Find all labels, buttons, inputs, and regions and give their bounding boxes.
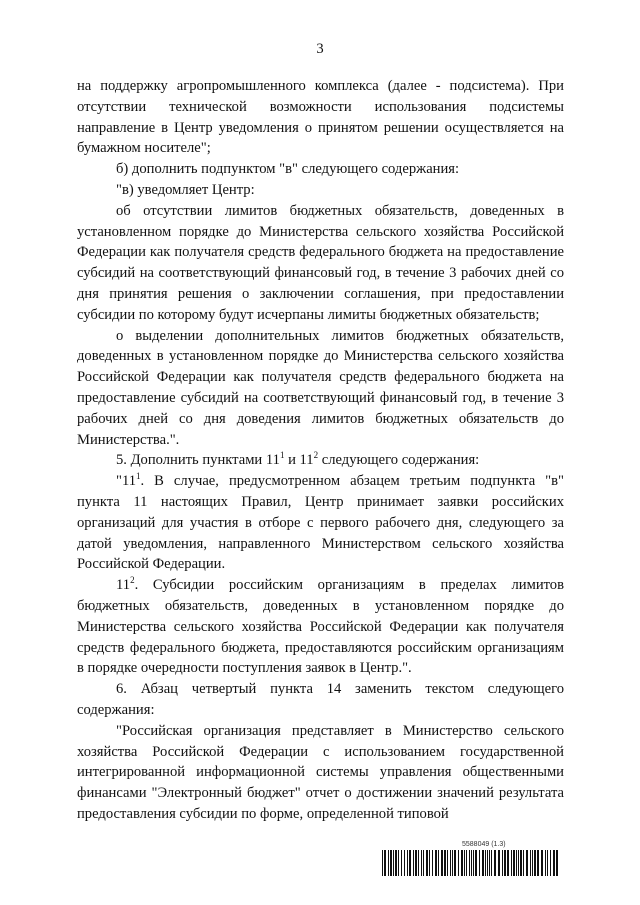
barcode-bar (398, 850, 399, 876)
barcode-bar (426, 850, 428, 876)
barcode-bar (534, 850, 536, 876)
barcode-bar (418, 850, 419, 876)
paragraph-6-text-b: и 11 (284, 452, 314, 469)
barcode-bar (384, 850, 386, 876)
barcode-bar (556, 850, 558, 876)
superscript-2: 2 (130, 575, 135, 586)
barcode-bar (438, 850, 439, 876)
barcode-bar (504, 850, 506, 876)
barcode-bar (404, 850, 405, 876)
paragraph-4: об отсутствии лимитов бюджетных обязательств, доведенных в установленном порядке до Министерства сельского хозяйства Российской Федерации как получателя средств федерального бюджета на предоставление субсидий на соответствующий финансовый год, в течение 3 рабочих дней со дня принятия решения о заключении соглашения, при предоставлении субсидии по которому будут исчерпаны лимиты бюджетных обязательств; (77, 202, 564, 323)
barcode-bar (553, 850, 555, 876)
barcode (382, 850, 562, 876)
barcode-bar (473, 850, 474, 876)
barcode-bar (550, 850, 551, 876)
barcode-bar (454, 850, 456, 876)
barcode-bar (450, 850, 451, 876)
document-code: 5588049 (1.3) (462, 841, 506, 848)
barcode-bar (511, 850, 512, 876)
barcode-bar (471, 850, 472, 876)
barcode-bar (415, 850, 417, 876)
barcode-bar (423, 850, 424, 876)
barcode-bar (444, 850, 446, 876)
barcode-bar (518, 850, 519, 876)
paragraph-1: на поддержку агропромышленного комплекса (далее - подсистема). При отсутствии технической возможности использования подсистемы направление в Центр уведомления о принятом решении осуществляется на бумажном носителе"; (77, 78, 564, 157)
paragraph-2: б) дополнить подпунктом "в" следующего содержания: (116, 161, 460, 178)
barcode-bar (382, 850, 383, 876)
superscript-2: 2 (313, 450, 319, 461)
barcode-bar (395, 850, 397, 876)
barcode-bar (547, 850, 548, 876)
barcode-bar (523, 850, 524, 876)
barcode-bar (421, 850, 422, 876)
barcode-bar (413, 850, 414, 876)
barcode-bar (498, 850, 500, 876)
barcode-bar (489, 850, 490, 876)
barcode-bar (530, 850, 531, 876)
barcode-bar (466, 850, 467, 876)
paragraph-6 (77, 450, 564, 471)
barcode-bar (407, 850, 408, 876)
barcode-bar (526, 850, 528, 876)
barcode-bar (507, 850, 509, 876)
barcode-bar (475, 850, 477, 876)
barcode-bar (388, 850, 389, 876)
paragraph-7 (77, 471, 564, 575)
barcode-bar (409, 850, 411, 876)
paragraph-5: о выделении дополнительных лимитов бюджетных обязательств, доведенных в установленном порядке до Министерства сельского хозяйства Российской Федерации как получателя средств федерального бюджета на предоставление субсидий на соответствующий финансовый год, в течение 3 рабочих дней со дня доведения лимитов бюджетных обязательств до Министерства.". (77, 327, 564, 448)
barcode-bar (432, 850, 433, 876)
barcode-bar (502, 850, 503, 876)
barcode-bar (401, 850, 402, 876)
paragraph-7-text-b: . В случае, предусмотренном абзацем третьим подпункта "в" пункта 11 настоящих Правил, Центр принимает заявки российских организаций для участия в отборе с первого рабочего дня, следующего за датой уведомления, направленного Министерством сельского хозяйства Российской Федерации. (77, 473, 564, 573)
barcode-bar (491, 850, 492, 876)
paragraph-8-text-a: 11 (116, 577, 131, 594)
barcode-bar (452, 850, 453, 876)
barcode-bar (482, 850, 484, 876)
barcode-bar (532, 850, 533, 876)
barcode-bar (469, 850, 470, 876)
superscript-1: 1 (136, 471, 141, 482)
paragraph-6-text-a: 5. Дополнить пунктами 11 (116, 452, 280, 469)
paragraph-10: "Российская организация представляет в Министерство сельского хозяйства Российской Федерации с использованием государственной интегрированной информационной системы управления общественными финансами "Электронный бюджет" отчет о достижении значений результата предоставления субсидии по форме, определенной типовой (77, 722, 564, 822)
barcode-bar (545, 850, 546, 876)
barcode-bar (520, 850, 522, 876)
barcode-bar (479, 850, 480, 876)
paragraph-8 (77, 575, 564, 679)
barcode-bar (537, 850, 539, 876)
barcode-bar (461, 850, 463, 876)
paragraph-3: "в) уведомляет Центр: (116, 181, 255, 198)
paragraph-6-text-c: следующего содержания: (318, 452, 480, 469)
paragraph-8-text-b: . Субсидии российским организациям в пределах лимитов бюджетных обязательств, доведенных в установленном порядке до Министерства сельского хозяйства Российской Федерации как получателя средств федерального бюджета, предоставляются российским организациям в порядке очередности поступления заявок в Центр.". (77, 577, 564, 677)
barcode-bar (390, 850, 392, 876)
barcode-bar (464, 850, 465, 876)
barcode-bar (487, 850, 488, 876)
barcode-bar (435, 850, 437, 876)
barcode-bar (516, 850, 517, 876)
barcode-bar (494, 850, 496, 876)
barcode-bar (429, 850, 430, 876)
paragraph-7-text-a: "11 (116, 473, 137, 490)
paragraph-9: 6. Абзац четвертый пункта 14 заменить текстом следующего содержания: (77, 681, 564, 718)
barcode-bar (485, 850, 486, 876)
superscript-1: 1 (279, 450, 285, 461)
barcode-bar (458, 850, 459, 876)
barcode-bar (447, 850, 448, 876)
barcode-bar (541, 850, 543, 876)
barcode-bar (441, 850, 443, 876)
page-number: 3 (316, 41, 324, 57)
barcode-bar (393, 850, 394, 876)
document-body (77, 76, 564, 825)
barcode-bar (513, 850, 515, 876)
